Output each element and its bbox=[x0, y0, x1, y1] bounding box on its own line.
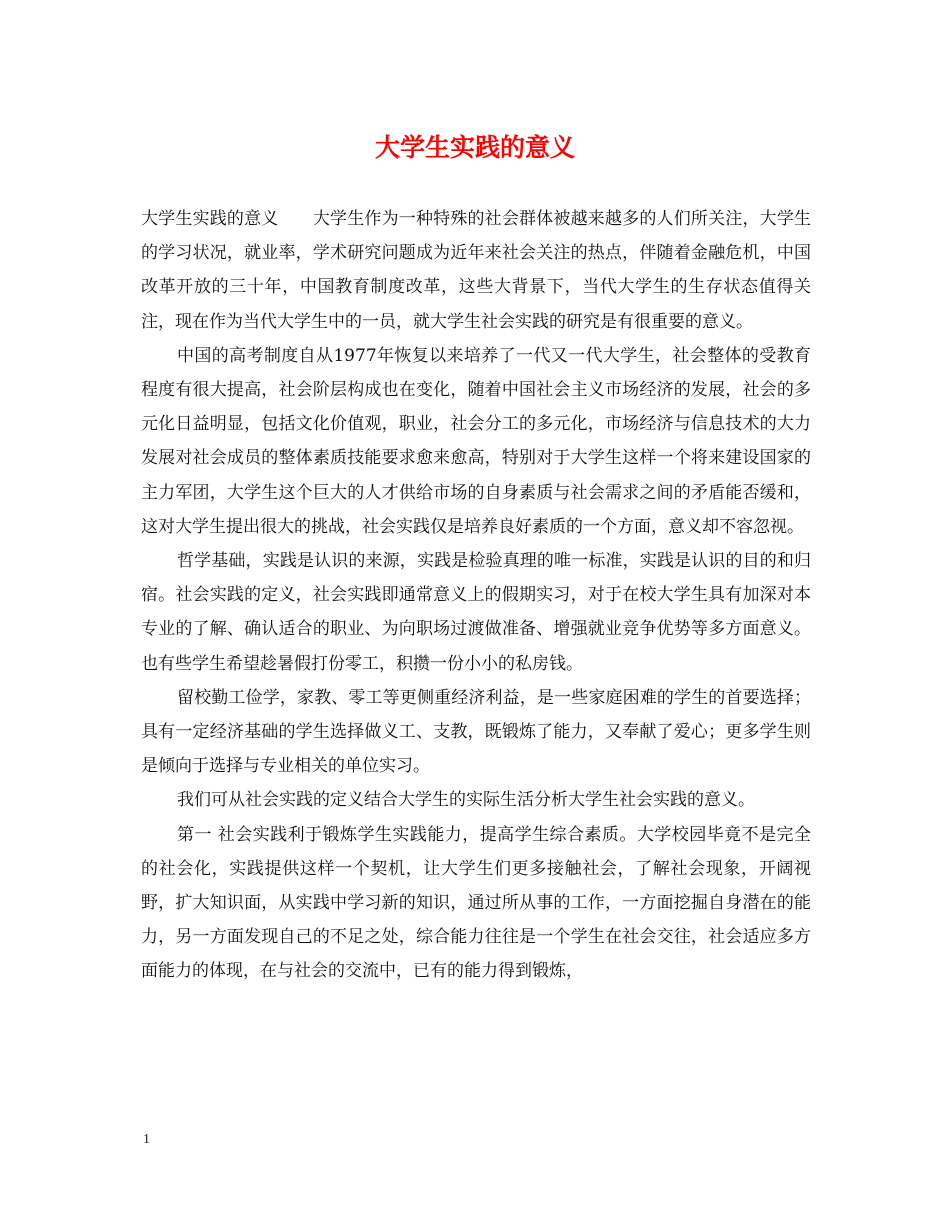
paragraph-first-point: 第一 社会实践利于锻炼学生实践能力，提高学生综合素质。大学校园毕竟不是完全的社会化，实践提供这样一个契机，让大学生们更多接触社会，了解社会现象，开阔视野，扩大知识面，从实践中学习新的知识，通过所从事的工作，一方面挖掘自身潜在的能力，另一方面发现自己的不足之处，综合能力往往是一个学生在社会交往，社会适应多方面能力的体现，在与社会的交流中，已有的能力得到锻炼， bbox=[141, 824, 811, 982]
document-body bbox=[141, 202, 811, 989]
paragraph-philosophy: 哲学基础，实践是认识的来源，实践是检验真理的唯一标准，实践是认识的目的和归宿。社会实践的定义，社会实践即通常意义上的假期实习，对于在校大学生具有加深对本专业的了解、确认适合的职业、为向职场过渡做准备、增强就业竞争优势等多方面意义。也有些学生希望趁暑假打份零工，积攒一份小小的私房钱。 bbox=[141, 551, 811, 674]
paragraph-gaokao: 中国的高考制度自从1977年恢复以来培养了一代又一代大学生，社会整体的受教育程度有很大提高，社会阶层构成也在变化，随着中国社会主义市场经济的发展，社会的多元化日益明显，包括文化价值观，职业，社会分工的多元化，市场经济与信息技术的大力发展对社会成员的整体素质技能要求愈来愈高，特别对于大学生这样一个将来建设国家的主力军团，大学生这个巨大的人才供给市场的自身素质与社会需求之间的矛盾能否缓和，这对大学生提出很大的挑战，社会实践仅是培养良好素质的一个方面，意义却不容忽视。 bbox=[141, 345, 811, 537]
paragraph-intro: 大学生实践的意义 大学生作为一种特殊的社会群体被越来越多的人们所关注，大学生的学习状况，就业率，学术研究问题成为近年来社会关注的热点，伴随着金融危机，中国改革开放的三十年，中国教育制度改革，这些大背景下，当代大学生的生存状态值得关注，现在作为当代大学生中的一员，就大学生社会实践的研究是有很重要的意义。 bbox=[141, 209, 811, 332]
paragraph-analysis: 我们可从社会实践的定义结合大学生的实际生活分析大学生社会实践的意义。 bbox=[177, 790, 755, 811]
page-number: 1 bbox=[143, 1132, 150, 1147]
document-title: 大学生实践的意义 bbox=[374, 133, 575, 162]
paragraph-work-study: 留校勤工俭学，家教、零工等更侧重经济利益，是一些家庭困难的学生的首要选择；具有一定经济基础的学生选择做义工、支教，既锻炼了能力，又奉献了爱心；更多学生则是倾向于选择与专业相关的单位实习。 bbox=[141, 687, 811, 777]
